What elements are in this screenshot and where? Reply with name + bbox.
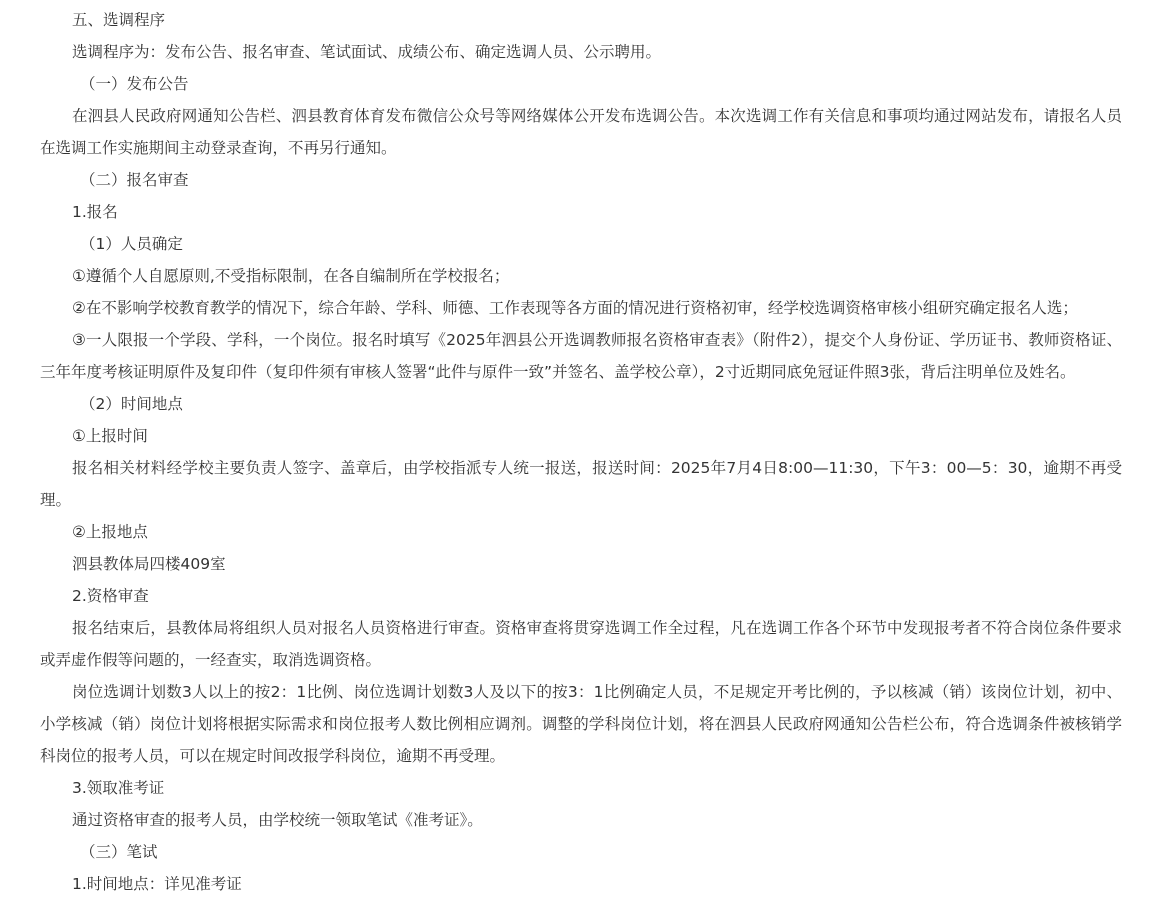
item-personnel-confirmation: （1）人员确定 [80,235,183,253]
paragraph-rule-2: ②在不影响学校教育教学的情况下，综合年龄、学科、师德、工作表现等各方面的情况进行资格初审，经学校选调资格审核小组研究确定报名人选； [72,299,1078,317]
item-admission-ticket: 3.领取准考证 [72,779,165,797]
paragraph-qualification-review: 报名结束后，县教体局将组织人员对报名人员资格进行审查。资格审查将贯穿选调工作全过程，凡在选调工作各个环节中发现报考者不符合岗位条件要求或弄虚作假等问题的，一经查实，取消选调资格。 [40,619,1122,669]
item-qualification-review: 2.资格审查 [72,587,149,605]
item-submission-time: ①上报时间 [72,427,148,445]
paragraph-publish-notice: 在泗县人民政府网通知公告栏、泗县教育体育发布微信公众号等网络媒体公开发布选调公告。本次选调工作有关信息和事项均通过网站发布，请报名人员在选调工作实施期间主动登录查询，不再另行通知。 [40,107,1122,157]
subheading-written-exam: （三）笔试 [80,843,158,861]
section-heading-five: 五、选调程序 [72,11,166,29]
paragraph-submission-location: 泗县教体局四楼409室 [72,555,226,573]
item-time-location: （2）时间地点 [80,395,183,413]
paragraph-rule-1: ①遵循个人自愿原则,不受指标限制，在各自编制所在学校报名； [72,267,510,285]
document-body [40,4,1122,900]
paragraph-admission-ticket: 通过资格审查的报考人员，由学校统一领取笔试《准考证》。 [72,811,483,829]
paragraph-procedure-list: 选调程序为：发布公告、报名审查、笔试面试、成绩公布、确定选调人员、公示聘用。 [72,43,662,61]
subheading-registration-review: （二）报名审查 [80,171,189,189]
paragraph-rule-3: ③一人限报一个学段、学科，一个岗位。报名时填写《2025年泗县公开选调教师报名资格审查表》（附件2），提交个人身份证、学历证书、教师资格证、三年年度考核证明原件及复印件（复印件须有审核人签署“此件与原件一致”并签名、盖学校公章），2寸近期同底免冠证件照3张，背后注明单位及姓名。 [40,331,1122,381]
subheading-publish-notice: （一）发布公告 [80,75,189,93]
paragraph-position-ratio: 岗位选调计划数3人以上的按2：1比例、岗位选调计划数3人及以下的按3：1比例确定人员，不足规定开考比例的，予以核减（销）该岗位计划，初中、小学核减（销）岗位计划将根据实际需求和岗位报考人数比例相应调剂。调整的学科岗位计划，将在泗县人民政府网通知公告栏公布，符合选调条件被核销学科岗位的报考人员，可以在规定时间改报学科岗位，逾期不再受理。 [40,683,1122,765]
item-submission-location: ②上报地点 [72,523,148,541]
item-registration: 1.报名 [72,203,118,221]
item-exam-time-location: 1.时间地点：详见准考证 [72,875,242,893]
paragraph-submission-time: 报名相关材料经学校主要负责人签字、盖章后，由学校指派专人统一报送，报送时间：2025年7月4日8:00—11:30，下午3：00—5：30，逾期不再受理。 [40,459,1122,509]
